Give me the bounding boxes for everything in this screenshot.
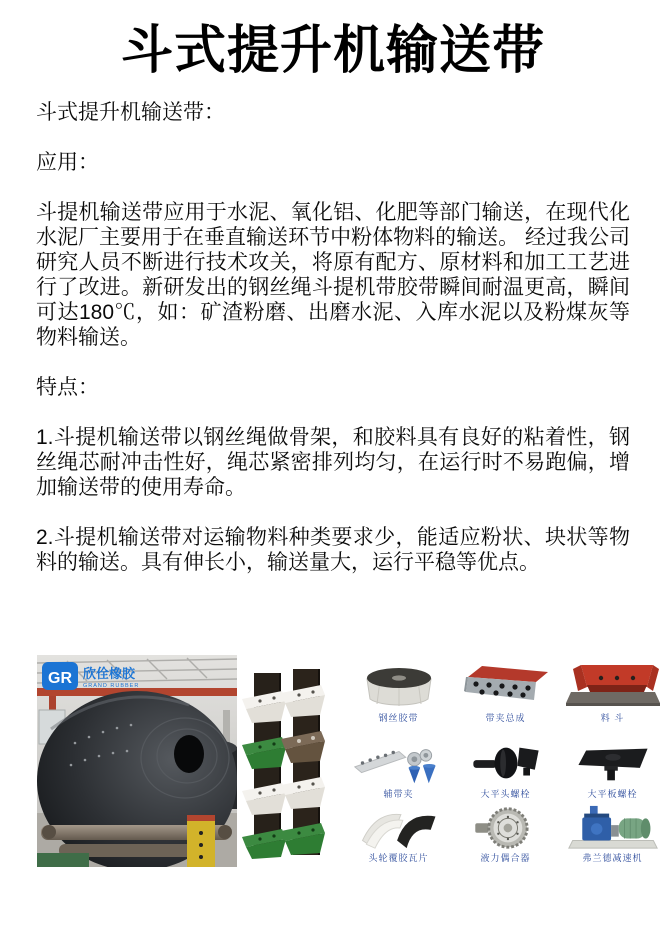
feature-1-paragraph: 1.斗提机输送带以钢丝绳做骨架，和胶料具有良好的粘着性，钢丝绳芯耐冲击性好，绳芯紧密排列均匀，在运行时不易跑偏，增加输送带的使用寿命。 bbox=[36, 426, 630, 499]
article-body bbox=[36, 100, 630, 600]
application-heading: 应用： bbox=[36, 151, 99, 174]
logo-name-cn: 欣佺橡胶 bbox=[83, 666, 136, 681]
factory-belt-roll-photo bbox=[37, 655, 237, 867]
feature-2-paragraph: 2.斗提机输送带对运输物料种类要求少，能适应粉状、块状等物料的输送。具有伸长小，输送量大，运行平稳等优点。 bbox=[36, 526, 630, 574]
product-label: 弗兰德减速机 bbox=[582, 853, 643, 863]
page-title: 斗式提升机输送带 bbox=[120, 22, 545, 80]
belt-clamp-assembly-icon bbox=[456, 656, 556, 712]
application-paragraph: 斗提机输送带应用于水泥、氧化铝、化肥等部门输送，在现代化水泥厂主要用于在垂直输送环节中粉体物料的输送。 经过我公司研究人员不断进行技术攻关，将原有配方、原材料和加工工艺进行了改进。新研发出的钢丝绳斗提机带胶带瞬间耐温更高，瞬间可达180℃，如：矿渣粉磨、出磨水泥、入库水泥以及粉煤灰等物料输送。 bbox=[36, 201, 630, 349]
factory-photo-svg bbox=[37, 655, 237, 867]
product-item bbox=[559, 728, 666, 804]
product-label: 大平头螺栓 bbox=[480, 789, 531, 799]
flender-gear-reducer-icon bbox=[563, 804, 663, 852]
product-label: 辅带夹 bbox=[383, 789, 414, 799]
product-label: 料 斗 bbox=[600, 713, 625, 723]
product-item bbox=[345, 650, 452, 728]
features-heading: 特点： bbox=[36, 376, 99, 399]
buckets-photo-svg bbox=[238, 665, 338, 861]
product-label: 钢丝胶带 bbox=[378, 713, 419, 723]
product-item bbox=[452, 650, 559, 728]
product-item bbox=[559, 650, 666, 728]
product-item bbox=[559, 804, 666, 868]
flat-head-bolt-icon bbox=[456, 740, 556, 788]
flat-plate-bolt-icon bbox=[563, 740, 663, 788]
product-label: 带夹总成 bbox=[485, 713, 526, 723]
fluid-coupling-icon bbox=[456, 804, 556, 852]
product-item bbox=[345, 804, 452, 868]
elevator-hopper-icon bbox=[563, 656, 663, 712]
steel-wire-belt-roll-icon bbox=[349, 656, 449, 712]
accessories-grid bbox=[345, 650, 666, 870]
product-label: 头轮覆胶瓦片 bbox=[368, 853, 429, 863]
logo-name-en: GRAND RUBBER bbox=[83, 683, 140, 689]
logo-abbr: GR bbox=[48, 670, 72, 687]
grand-rubber-logo bbox=[42, 662, 139, 690]
product-item bbox=[452, 728, 559, 804]
intro-heading: 斗式提升机输送带： bbox=[36, 101, 225, 124]
product-label: 大平板螺栓 bbox=[587, 789, 638, 799]
product-item bbox=[345, 728, 452, 804]
product-item bbox=[452, 804, 559, 868]
auxiliary-belt-clamp-icon bbox=[349, 740, 449, 788]
head-pulley-rubber-tile-icon bbox=[349, 804, 449, 852]
product-gallery bbox=[0, 648, 666, 880]
elevator-buckets-photo bbox=[238, 665, 338, 861]
product-label: 液力偶合器 bbox=[480, 853, 531, 863]
